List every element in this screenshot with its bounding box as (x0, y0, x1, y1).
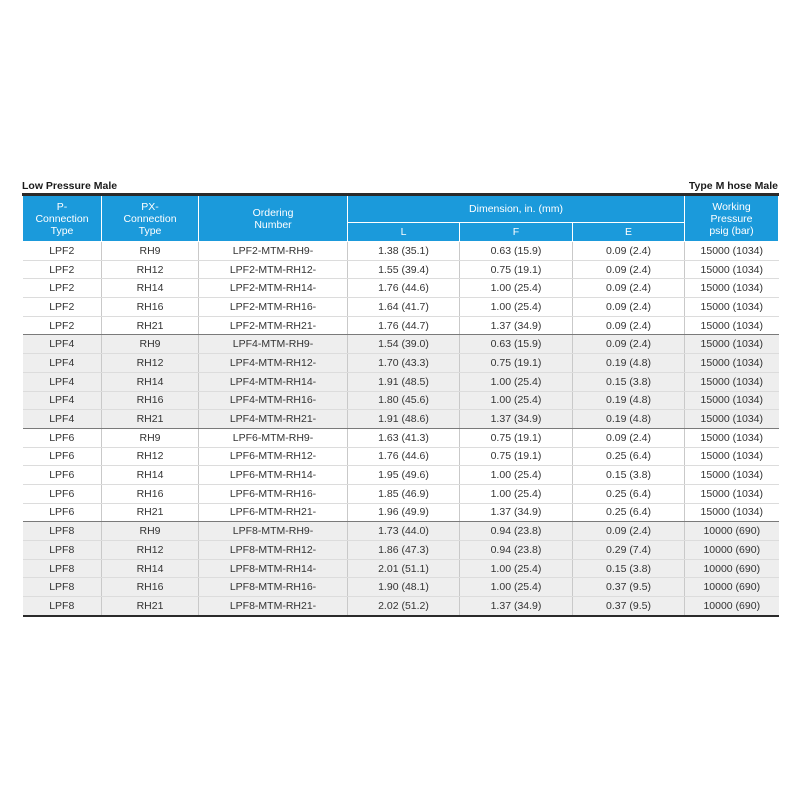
dim-l-cell: 1.96 (49.9) (348, 503, 460, 522)
dim-f-cell: 1.37 (34.9) (460, 503, 573, 522)
p-connection-cell: LPF6 (23, 466, 102, 485)
table-row (23, 298, 779, 317)
px-connection-cell: RH14 (102, 372, 199, 391)
dim-l-cell: 1.76 (44.7) (348, 316, 460, 335)
table-row (23, 522, 779, 541)
p-connection-cell: LPF2 (23, 316, 102, 335)
p-connection-cell: LPF4 (23, 354, 102, 373)
dim-f-cell: 1.37 (34.9) (460, 316, 573, 335)
p-connection-cell: LPF4 (23, 391, 102, 410)
working-pressure-cell: 15000 (1034) (685, 354, 779, 373)
header-ordering-line-2: Number (254, 218, 292, 231)
dim-l-cell: 1.76 (44.6) (348, 279, 460, 298)
dim-l-cell: 1.86 (47.3) (348, 541, 460, 560)
ordering-number-cell: LPF6-MTM-RH16- (199, 484, 348, 503)
working-pressure-cell: 15000 (1034) (685, 279, 779, 298)
table-row (23, 447, 779, 466)
ordering-number-cell: LPF4-MTM-RH16- (199, 391, 348, 410)
table-row (23, 597, 779, 616)
dim-l-cell: 1.91 (48.5) (348, 372, 460, 391)
header-working-pressure (685, 195, 779, 242)
dim-l-cell: 1.91 (48.6) (348, 410, 460, 429)
dim-e-cell: 0.19 (4.8) (573, 410, 685, 429)
dim-f-cell: 1.00 (25.4) (460, 372, 573, 391)
px-connection-cell: RH12 (102, 354, 199, 373)
ordering-number-cell: LPF6-MTM-RH21- (199, 503, 348, 522)
working-pressure-cell: 15000 (1034) (685, 447, 779, 466)
px-connection-cell: RH12 (102, 541, 199, 560)
working-pressure-cell: 10000 (690) (685, 522, 779, 541)
dim-f-cell: 0.63 (15.9) (460, 335, 573, 354)
dim-l-cell: 1.64 (41.7) (348, 298, 460, 317)
px-connection-cell: RH21 (102, 410, 199, 429)
dim-f-cell: 0.94 (23.8) (460, 522, 573, 541)
dim-l-cell: 2.01 (51.1) (348, 559, 460, 578)
dim-f-cell: 0.75 (19.1) (460, 260, 573, 279)
ordering-number-cell: LPF4-MTM-RH21- (199, 410, 348, 429)
p-connection-cell: LPF4 (23, 410, 102, 429)
table-row (23, 559, 779, 578)
working-pressure-cell: 10000 (690) (685, 597, 779, 616)
dim-e-cell: 0.09 (2.4) (573, 279, 685, 298)
dim-f-cell: 1.00 (25.4) (460, 484, 573, 503)
p-connection-cell: LPF8 (23, 522, 102, 541)
working-pressure-cell: 15000 (1034) (685, 372, 779, 391)
table-row (23, 466, 779, 485)
px-connection-cell: RH16 (102, 578, 199, 597)
right-caption: Type M hose Male (688, 180, 778, 192)
dim-f-cell: 0.63 (15.9) (460, 242, 573, 261)
dim-l-cell: 1.54 (39.0) (348, 335, 460, 354)
header-p-connection-line-3: Type (50, 224, 74, 237)
dim-f-cell: 0.75 (19.1) (460, 447, 573, 466)
p-connection-cell: LPF2 (23, 298, 102, 317)
dim-e-cell: 0.09 (2.4) (573, 428, 685, 447)
dim-e-cell: 0.09 (2.4) (573, 298, 685, 317)
dim-l-cell: 1.90 (48.1) (348, 578, 460, 597)
header-p-connection-type (23, 195, 102, 242)
header-pressure-line-1: Working (712, 200, 751, 213)
p-connection-cell: LPF8 (23, 541, 102, 560)
px-connection-cell: RH14 (102, 466, 199, 485)
dim-l-cell: 1.73 (44.0) (348, 522, 460, 541)
dim-e-cell: 0.09 (2.4) (573, 316, 685, 335)
working-pressure-cell: 15000 (1034) (685, 410, 779, 429)
dim-e-cell: 0.15 (3.8) (573, 466, 685, 485)
working-pressure-cell: 10000 (690) (685, 578, 779, 597)
spec-sheet (22, 178, 778, 617)
px-connection-cell: RH16 (102, 391, 199, 410)
header-ordering-line-1: Ordering (252, 206, 294, 219)
header-dim-e: E (573, 223, 685, 242)
px-connection-cell: RH21 (102, 597, 199, 616)
table-row (23, 391, 779, 410)
header-dim-f: F (460, 223, 573, 242)
p-connection-cell: LPF8 (23, 578, 102, 597)
working-pressure-cell: 15000 (1034) (685, 466, 779, 485)
working-pressure-cell: 15000 (1034) (685, 484, 779, 503)
table-row (23, 279, 779, 298)
ordering-number-cell: LPF6-MTM-RH14- (199, 466, 348, 485)
p-connection-cell: LPF8 (23, 559, 102, 578)
table-row (23, 354, 779, 373)
p-connection-cell: LPF4 (23, 335, 102, 354)
p-connection-cell: LPF6 (23, 484, 102, 503)
p-connection-cell: LPF6 (23, 503, 102, 522)
p-connection-cell: LPF2 (23, 242, 102, 261)
dim-l-cell: 1.38 (35.1) (348, 242, 460, 261)
table-row (23, 410, 779, 429)
dim-f-cell: 1.00 (25.4) (460, 391, 573, 410)
dim-f-cell: 1.00 (25.4) (460, 466, 573, 485)
px-connection-cell: RH21 (102, 503, 199, 522)
header-pressure-line-2: Pressure (710, 212, 753, 225)
ordering-number-cell: LPF2-MTM-RH16- (199, 298, 348, 317)
dim-e-cell: 0.15 (3.8) (573, 559, 685, 578)
px-connection-cell: RH9 (102, 335, 199, 354)
working-pressure-cell: 10000 (690) (685, 541, 779, 560)
p-connection-cell: LPF8 (23, 597, 102, 616)
table-row (23, 372, 779, 391)
ordering-number-cell: LPF2-MTM-RH9- (199, 242, 348, 261)
table-body (23, 242, 779, 616)
dim-f-cell: 1.00 (25.4) (460, 559, 573, 578)
p-connection-cell: LPF6 (23, 428, 102, 447)
px-connection-cell: RH14 (102, 279, 199, 298)
px-connection-cell: RH9 (102, 242, 199, 261)
table-row (23, 316, 779, 335)
header-dim-l: L (348, 223, 460, 242)
px-connection-cell: RH9 (102, 522, 199, 541)
table-row (23, 242, 779, 261)
dim-f-cell: 1.37 (34.9) (460, 597, 573, 616)
working-pressure-cell: 15000 (1034) (685, 298, 779, 317)
dim-e-cell: 0.25 (6.4) (573, 484, 685, 503)
working-pressure-cell: 15000 (1034) (685, 428, 779, 447)
ordering-number-cell: LPF6-MTM-RH9- (199, 428, 348, 447)
dim-e-cell: 0.09 (2.4) (573, 260, 685, 279)
ordering-number-cell: LPF2-MTM-RH21- (199, 316, 348, 335)
table-row (23, 578, 779, 597)
working-pressure-cell: 15000 (1034) (685, 391, 779, 410)
ordering-number-cell: LPF8-MTM-RH21- (199, 597, 348, 616)
table-row (23, 484, 779, 503)
dim-l-cell: 1.85 (46.9) (348, 484, 460, 503)
p-connection-cell: LPF4 (23, 372, 102, 391)
dim-f-cell: 1.00 (25.4) (460, 298, 573, 317)
px-connection-cell: RH12 (102, 447, 199, 466)
header-pressure-line-3: psig (bar) (709, 224, 754, 237)
p-connection-cell: LPF6 (23, 447, 102, 466)
ordering-number-cell: LPF4-MTM-RH12- (199, 354, 348, 373)
dim-e-cell: 0.37 (9.5) (573, 597, 685, 616)
dim-f-cell: 1.00 (25.4) (460, 578, 573, 597)
left-caption: Low Pressure Male (22, 180, 118, 192)
dim-e-cell: 0.09 (2.4) (573, 522, 685, 541)
ordering-number-cell: LPF6-MTM-RH12- (199, 447, 348, 466)
px-connection-cell: RH16 (102, 484, 199, 503)
dim-l-cell: 1.55 (39.4) (348, 260, 460, 279)
dim-e-cell: 0.29 (7.4) (573, 541, 685, 560)
fittings-table (22, 193, 779, 617)
working-pressure-cell: 15000 (1034) (685, 316, 779, 335)
ordering-number-cell: LPF8-MTM-RH16- (199, 578, 348, 597)
header-px-connection-line-3: Type (138, 224, 162, 237)
dim-l-cell: 1.76 (44.6) (348, 447, 460, 466)
ordering-number-cell: LPF8-MTM-RH9- (199, 522, 348, 541)
dim-l-cell: 2.02 (51.2) (348, 597, 460, 616)
dim-e-cell: 0.19 (4.8) (573, 354, 685, 373)
ordering-number-cell: LPF4-MTM-RH14- (199, 372, 348, 391)
px-connection-cell: RH16 (102, 298, 199, 317)
header-px-connection-line-1: PX- (141, 200, 159, 213)
header-dimension: Dimension, in. (mm) (348, 195, 685, 223)
ordering-number-cell: LPF2-MTM-RH14- (199, 279, 348, 298)
ordering-number-cell: LPF8-MTM-RH14- (199, 559, 348, 578)
dim-e-cell: 0.25 (6.4) (573, 447, 685, 466)
header-p-connection-line-2: Connection (35, 212, 89, 225)
dim-e-cell: 0.37 (9.5) (573, 578, 685, 597)
table-header (23, 195, 779, 242)
dim-e-cell: 0.09 (2.4) (573, 242, 685, 261)
p-connection-cell: LPF2 (23, 260, 102, 279)
dim-e-cell: 0.09 (2.4) (573, 335, 685, 354)
table-row (23, 541, 779, 560)
working-pressure-cell: 15000 (1034) (685, 335, 779, 354)
px-connection-cell: RH12 (102, 260, 199, 279)
ordering-number-cell: LPF2-MTM-RH12- (199, 260, 348, 279)
header-p-connection-line-1: P- (56, 200, 68, 213)
dim-f-cell: 0.94 (23.8) (460, 541, 573, 560)
dim-l-cell: 1.63 (41.3) (348, 428, 460, 447)
dim-f-cell: 1.37 (34.9) (460, 410, 573, 429)
table-row (23, 428, 779, 447)
dim-e-cell: 0.19 (4.8) (573, 391, 685, 410)
working-pressure-cell: 15000 (1034) (685, 503, 779, 522)
dim-f-cell: 1.00 (25.4) (460, 279, 573, 298)
dim-l-cell: 1.70 (43.3) (348, 354, 460, 373)
header-ordering-number (199, 195, 348, 242)
working-pressure-cell: 15000 (1034) (685, 260, 779, 279)
working-pressure-cell: 10000 (690) (685, 559, 779, 578)
table-row (23, 335, 779, 354)
dim-f-cell: 0.75 (19.1) (460, 354, 573, 373)
dim-l-cell: 1.95 (49.6) (348, 466, 460, 485)
px-connection-cell: RH21 (102, 316, 199, 335)
px-connection-cell: RH14 (102, 559, 199, 578)
table-captions (22, 178, 778, 192)
p-connection-cell: LPF2 (23, 279, 102, 298)
ordering-number-cell: LPF4-MTM-RH9- (199, 335, 348, 354)
working-pressure-cell: 15000 (1034) (685, 242, 779, 261)
table-row (23, 503, 779, 522)
table-row (23, 260, 779, 279)
header-px-connection-line-2: Connection (123, 212, 177, 225)
header-px-connection-type (102, 195, 199, 242)
dim-e-cell: 0.25 (6.4) (573, 503, 685, 522)
dim-f-cell: 0.75 (19.1) (460, 428, 573, 447)
dim-e-cell: 0.15 (3.8) (573, 372, 685, 391)
dim-l-cell: 1.80 (45.6) (348, 391, 460, 410)
px-connection-cell: RH9 (102, 428, 199, 447)
ordering-number-cell: LPF8-MTM-RH12- (199, 541, 348, 560)
